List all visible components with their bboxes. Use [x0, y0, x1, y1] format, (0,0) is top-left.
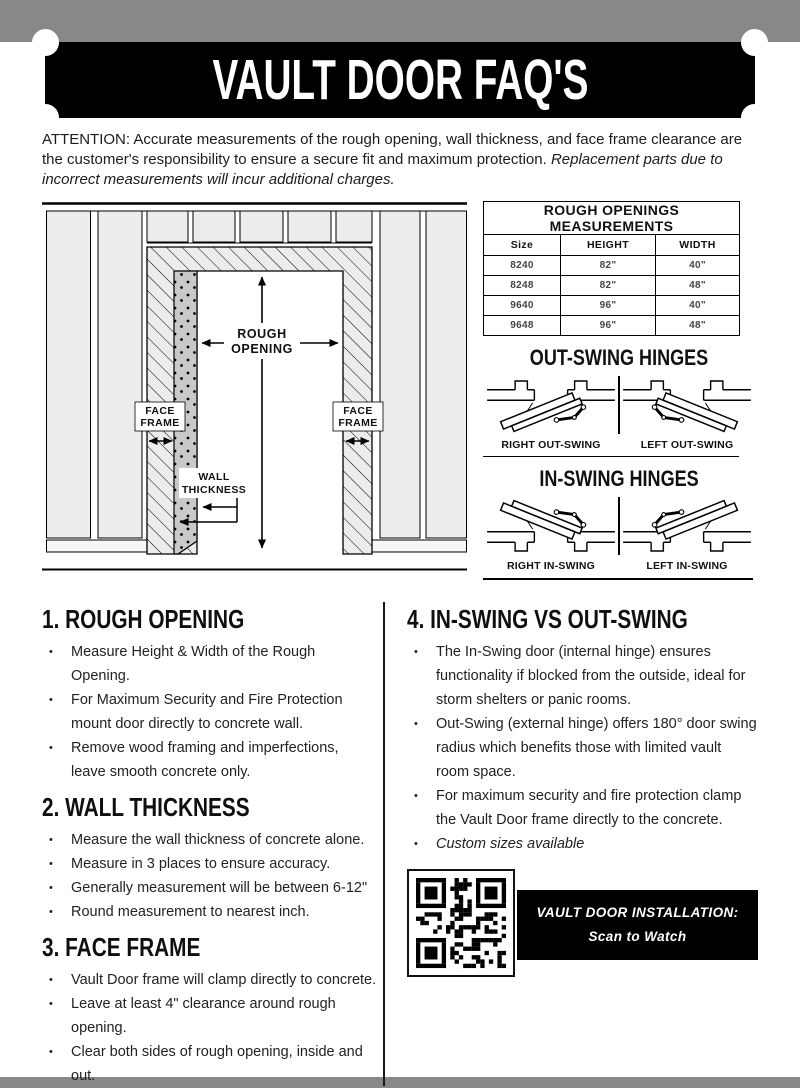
top-grid [42, 201, 758, 580]
bullet-item [407, 832, 758, 856]
left-out-swing-label: LEFT OUT-SWING [640, 438, 734, 451]
qr-row [407, 869, 758, 977]
out-swing-hinges-section [483, 345, 755, 451]
faq-columns [42, 596, 758, 1088]
installation-banner-line1: VAULT DOOR INSTALLATION: [536, 905, 739, 921]
banner-notch [32, 29, 59, 56]
right-wall-studs [372, 211, 467, 552]
banner-notch [741, 104, 768, 131]
section-heading: 3. FACE FRAME [42, 931, 201, 962]
left-in-swing-figure [621, 495, 753, 572]
table-cell: 96" [561, 295, 656, 315]
table-row [484, 255, 740, 275]
out-swing-title: OUT-SWING HINGES [529, 344, 709, 370]
right-in-swing-figure [485, 495, 617, 572]
right-panel [483, 201, 755, 580]
bullet-text: Leave at least 4" clearance around rough opening. [71, 995, 336, 1036]
table-cell: 82" [561, 275, 656, 295]
bullet-text: For maximum security and fire protection clamp the Vault Door frame directly to the concrete. [435, 787, 742, 828]
bullet-item [42, 900, 377, 924]
table-row [484, 315, 740, 335]
faq-column-right-content [407, 604, 758, 856]
bullet-marker: • [49, 693, 53, 706]
qr-code [407, 869, 515, 977]
bullet-marker: • [49, 973, 53, 986]
bullet-text: For Maximum Security and Fire Protection mount door directly to concrete wall. [71, 691, 343, 732]
bullet-text: Clear both sides of rough opening, inside and out. [71, 1043, 363, 1084]
table-cell: 8240 [484, 255, 561, 275]
faq-column-left [42, 596, 377, 1088]
bullet-text: Vault Door frame will clamp directly to concrete. [71, 971, 377, 988]
left-out-swing-figure [621, 374, 753, 451]
bullet-text: The In-Swing door (internal hinge) ensures functionality if blocked from the outside, ideal for storm shelters or panic rooms. [435, 643, 746, 708]
hinge-section-rule [483, 456, 739, 457]
wall-framing-diagram [42, 201, 467, 571]
table-cell: 9648 [484, 315, 561, 335]
table-row [484, 275, 740, 295]
left-in-swing-label: LEFT IN-SWING [646, 559, 728, 572]
face-frame-label: FRAME [338, 416, 378, 429]
bullet-marker: • [413, 717, 418, 730]
left-out-swing-diagram [621, 374, 753, 437]
hinge-divider [618, 376, 620, 434]
face-frame-label: FACE [145, 404, 175, 417]
bullet-item [42, 968, 377, 992]
bullet-text: Custom sizes available [435, 835, 585, 852]
right-out-swing-diagram [485, 374, 617, 437]
bullet-item [407, 784, 758, 832]
table-cell: 9640 [484, 295, 561, 315]
bullet-marker: • [49, 741, 53, 754]
in-swing-hinges-section [483, 466, 755, 572]
banner-notch [741, 29, 768, 56]
bullet-text: Out-Swing (external hinge) offers 180° door swing radius which benefits those with limited vault room space. [435, 715, 757, 780]
column-header-width: WIDTH [656, 234, 740, 255]
section-rule [483, 578, 753, 580]
bullet-item [42, 640, 377, 688]
section-heading: 4. IN-SWING VS OUT-SWING [406, 603, 688, 634]
table-cell: 40" [656, 255, 740, 275]
bullet-marker: • [413, 837, 418, 850]
attention-text [42, 130, 756, 190]
bullet-marker: • [49, 857, 53, 870]
banner-notch [32, 104, 59, 131]
in-swing-diagrams [483, 495, 755, 572]
bullet-text: Measure Height & Width of the Rough Opening. [71, 643, 316, 684]
title-banner [45, 42, 755, 118]
rough-opening-label: ROUGH [237, 326, 287, 341]
bullet-marker: • [49, 881, 53, 894]
table-cell: 48" [656, 315, 740, 335]
right-out-swing-label: RIGHT OUT-SWING [501, 438, 601, 451]
table-cell: 8248 [484, 275, 561, 295]
table-title: ROUGH OPENINGS MEASUREMENTS [484, 201, 740, 234]
right-out-swing-figure [485, 374, 617, 451]
installation-banner [517, 890, 758, 960]
right-in-swing-label: RIGHT IN-SWING [507, 559, 595, 572]
face-frame-label: FRAME [140, 416, 180, 429]
bullet-text: Remove wood framing and imperfections, leave smooth concrete only. [71, 739, 339, 780]
bullet-item [42, 736, 377, 784]
installation-banner-line2: Scan to Watch [588, 929, 687, 945]
rough-opening-label: OPENING [231, 341, 293, 356]
bullet-marker: • [49, 997, 53, 1010]
face-frame-label: FACE [343, 404, 373, 417]
bullet-marker: • [413, 789, 418, 802]
cripple-studs [147, 211, 372, 242]
attention-normal: ATTENTION: Accurate measurements of the rough opening, wall thickness, and face frame clearance are the customer's responsibility to ensure a secure fit and maximum protection. [42, 131, 743, 168]
bullet-item [42, 876, 377, 900]
bullet-text: Round measurement to nearest inch. [71, 903, 310, 920]
bullet-marker: • [413, 645, 418, 658]
column-header-height: HEIGHT [561, 234, 656, 255]
bullet-text: Generally measurement will be between 6-12" [71, 879, 368, 896]
hinge-divider [618, 497, 620, 555]
column-header-size: Size [484, 234, 561, 255]
bullet-item [407, 712, 758, 784]
bullet-item [407, 640, 758, 712]
qr-code-image [416, 878, 506, 968]
bullet-text: Measure the wall thickness of concrete alone. [71, 831, 365, 848]
bullet-item [42, 688, 377, 736]
left-in-swing-diagram [621, 495, 753, 558]
bullet-item [42, 1040, 377, 1088]
bullet-marker: • [49, 645, 53, 658]
in-swing-title: IN-SWING HINGES [539, 465, 699, 491]
bullet-marker: • [49, 833, 53, 846]
section-heading: 2. WALL THICKNESS [42, 791, 250, 822]
table-cell: 96" [561, 315, 656, 335]
table-row [484, 295, 740, 315]
section-heading: 1. ROUGH OPENING [42, 603, 245, 634]
attention-italic: Replacement parts due to incorrect measurements will incur additional charges. [42, 150, 723, 188]
rough-openings-table [483, 201, 740, 336]
out-swing-diagrams [483, 374, 755, 451]
bullet-marker: • [49, 1045, 53, 1058]
left-wall-studs [47, 211, 148, 552]
bullet-item [42, 828, 377, 852]
bullet-marker: • [49, 905, 53, 918]
table-cell: 82" [561, 255, 656, 275]
right-in-swing-diagram [485, 495, 617, 558]
bullet-item [42, 992, 377, 1040]
faq-column-right [385, 596, 758, 1088]
bullet-item [42, 852, 377, 876]
table-cell: 48" [656, 275, 740, 295]
bullet-text: Measure in 3 places to ensure accuracy. [71, 855, 331, 872]
wall-thickness-label: THICKNESS [181, 483, 247, 496]
wall-thickness-label: WALL [198, 470, 230, 483]
page-title: VAULT DOOR FAQ'S [211, 48, 588, 112]
table-cell: 40" [656, 295, 740, 315]
vault-door-faq-page [0, 42, 800, 1084]
